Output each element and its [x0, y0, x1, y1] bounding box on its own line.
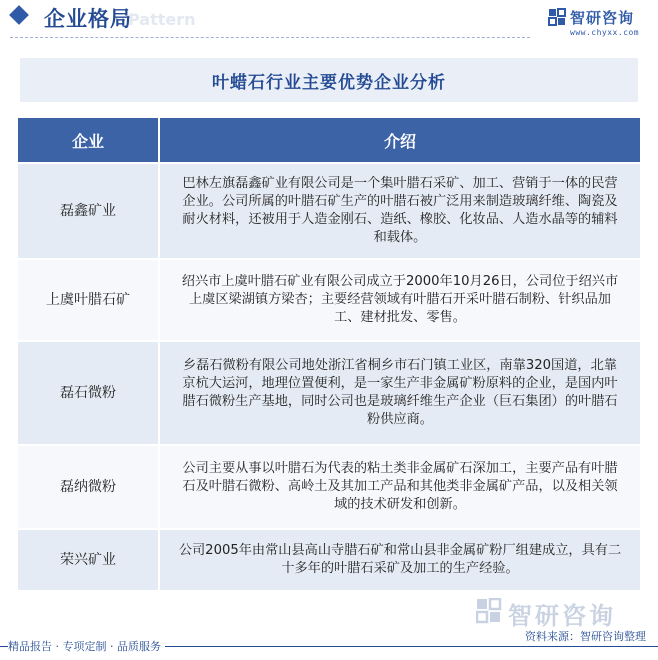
header-intro: 介绍 — [160, 118, 640, 162]
header-company: 企业 — [18, 118, 160, 162]
company-name: 磊纳微粉 — [18, 446, 160, 528]
company-name: 磊石微粉 — [18, 342, 160, 444]
company-intro: 巴林左旗磊鑫矿业有限公司是一个集叶腊石采矿、加工、营销于一体的民营企业。公司所属的叶腊石矿生产的叶腊石被广泛用来制造玻璃纤维、陶瓷及耐火材料，还被用于人造金刚石、造纸、橡胶、化妆品、人造水晶等的辅料和载体。 — [160, 164, 640, 258]
footer-logo — [476, 598, 646, 628]
company-name: 荣兴矿业 — [18, 530, 160, 590]
diamond-icon — [9, 5, 29, 25]
table-row — [18, 162, 640, 258]
footer-logo-icon — [476, 598, 502, 624]
footer-tagline: 精品报告 · 专项定制 · 品质服务 — [8, 638, 165, 654]
company-intro: 乡磊石微粉有限公司地处浙江省桐乡市石门镇工业区，南靠320国道，北靠京杭大运河，地理位置便利，是一家生产非金属矿粉原料的企业，是国内叶腊石微粉生产基地，同时公司也是玻璃纤维生产企业（巨石集团）的叶腊石粉供应商。 — [160, 342, 640, 444]
brand-url: www.chyxx.com — [570, 28, 640, 37]
section-title: 企业格局 — [44, 7, 132, 31]
brand-name: 智研咨询 — [570, 9, 635, 27]
header-watermark: Pattern — [128, 10, 196, 29]
table-header — [18, 118, 640, 162]
header-divider — [10, 37, 530, 38]
data-source: 资料来源：智研咨询整理 — [525, 630, 646, 643]
page-title: 叶蜡石行业主要优势企业分析 — [212, 72, 446, 93]
company-intro: 公司主要从事以叶腊石为代表的粘土类非金属矿石深加工，主要产品有叶腊石及叶腊石微粉、高岭土及其加工产品和其他类非金属矿产品，以及相关领域的技术研发和创新。 — [160, 446, 640, 528]
table-row — [18, 528, 640, 590]
footer-brand-name: 智研咨询 — [508, 602, 616, 630]
company-name: 上虞叶腊石矿 — [18, 260, 160, 340]
company-table — [18, 118, 640, 590]
table-row — [18, 258, 640, 340]
table-row — [18, 444, 640, 528]
brand-logo-icon — [548, 8, 566, 26]
header — [0, 0, 658, 44]
brand-logo — [548, 6, 646, 40]
company-name: 磊鑫矿业 — [18, 164, 160, 258]
footer — [0, 590, 658, 660]
company-intro: 公司2005年由常山县高山寺腊石矿和常山县非金属矿粉厂组建成立，具有二十多年的叶腊石采矿及加工的生产经验。 — [160, 530, 640, 590]
page-title-band — [20, 58, 638, 102]
table-row — [18, 340, 640, 444]
company-intro: 绍兴市上虞叶腊石矿业有限公司成立于2000年10月26日，公司位于绍兴市上虞区梁湖镇方梁杏；主要经营领域有叶腊石开采叶腊石制粉、针织品加工、建材批发、零售。 — [160, 260, 640, 340]
